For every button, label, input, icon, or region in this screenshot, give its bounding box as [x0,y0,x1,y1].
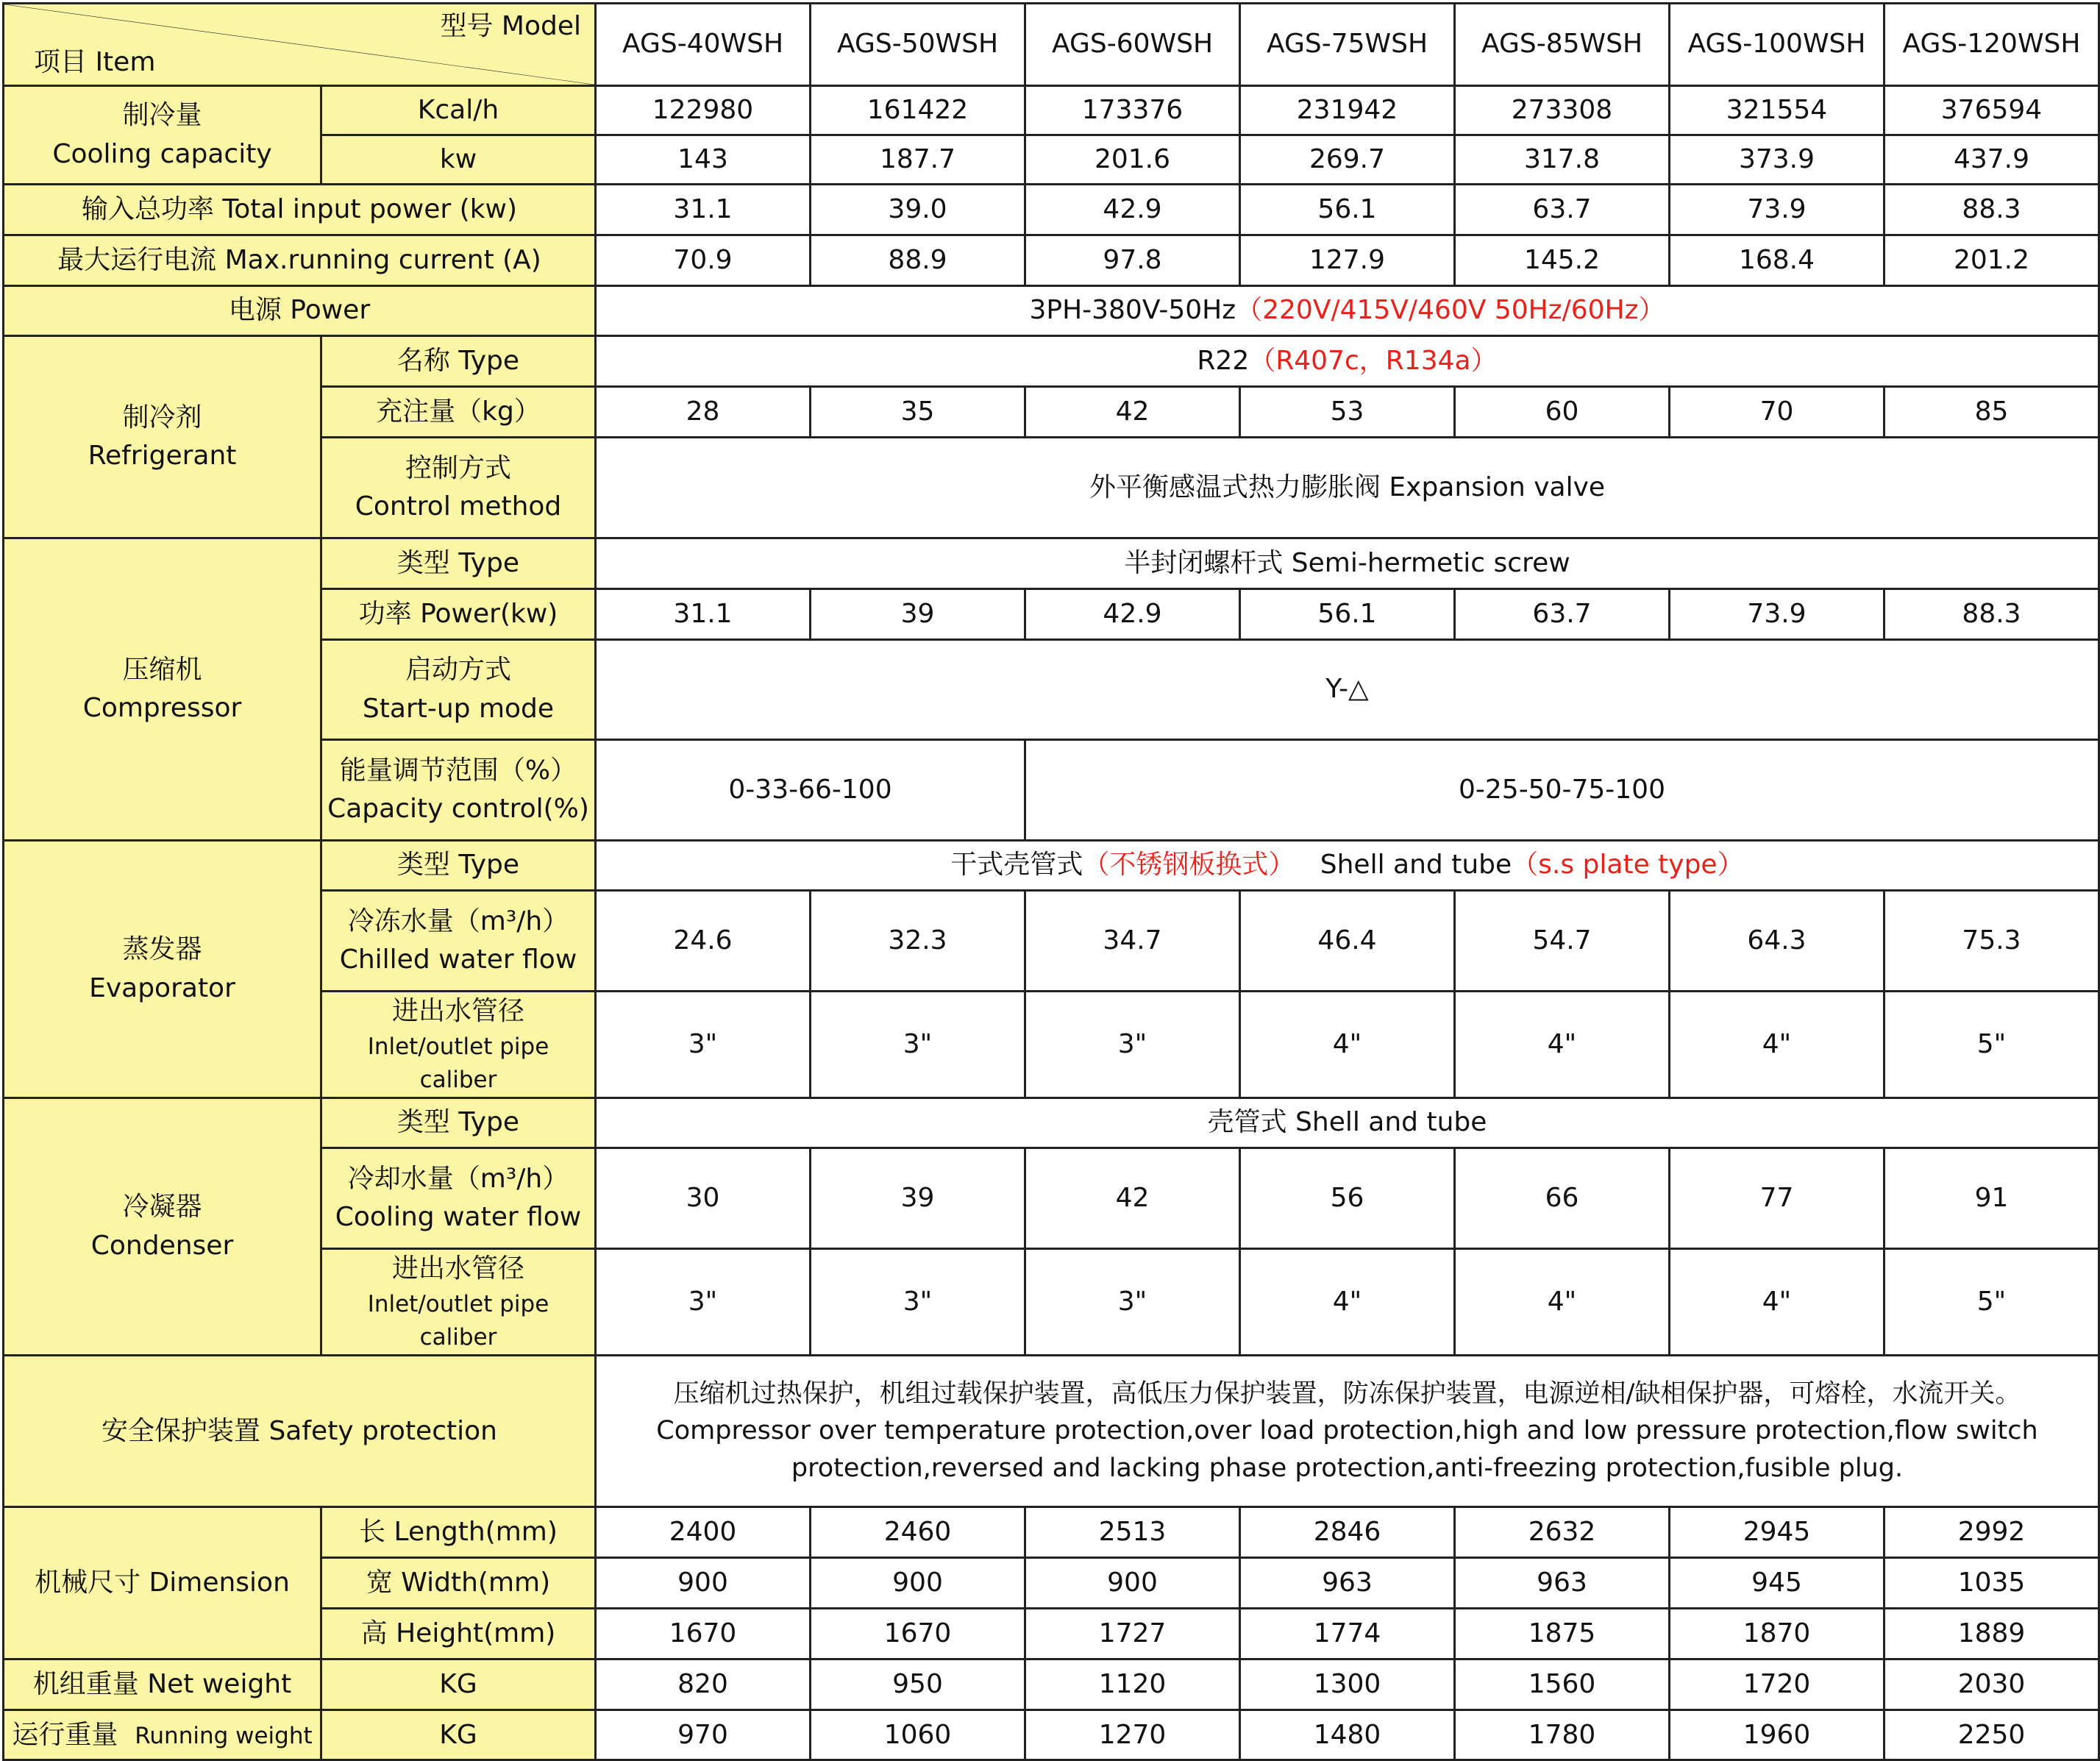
header-row [4,4,2099,86]
cooling-label-cn: 制冷量 [122,100,202,131]
running-weight-label [4,1710,321,1760]
refrigerant-type-label: 名称 Type [321,336,596,387]
cooling-kw-value: 437.9 [1884,135,2099,185]
input-power-label: 输入总功率 Total input power (kw) [4,185,596,235]
startup-mode-label-cn: 启动方式 [405,655,511,686]
refrigerant-label-cn: 制冷剂 [122,402,202,433]
control-method-label-cn: 控制方式 [405,452,511,483]
input-power-value: 31.1 [596,185,811,235]
compressor-power-value: 63.7 [1455,589,1670,640]
condenser-type-row [4,1098,2099,1148]
input-power-value: 56.1 [1240,185,1455,235]
cooling-water-flow-label-cn: 冷却水量（m³/h） [347,1163,569,1194]
width-value: 900 [1025,1558,1240,1609]
capacity-control-value-a: 0-33-66-100 [596,740,1025,841]
power-supply-row [4,286,2099,336]
capacity-control-label [321,740,596,841]
cooling-label-en: Cooling capacity [52,138,272,169]
height-value: 1870 [1670,1609,1884,1659]
evaporator-type-row [4,841,2099,891]
condenser-label [4,1098,321,1356]
chilled-water-flow-label [321,891,596,992]
input-power-value: 42.9 [1025,185,1240,235]
length-value: 2400 [596,1507,811,1558]
cooling-kcal-value: 376594 [1884,86,2099,135]
control-method-label [321,438,596,538]
net-weight-value: 950 [811,1659,1025,1710]
evaporator-pipe-value: 4" [1670,992,1884,1098]
condenser-pipe-label-en: Inlet/outlet pipe caliber [367,1291,549,1351]
compressor-label [4,538,321,841]
header-corner-cell [4,4,596,86]
net-weight-value: 1120 [1025,1659,1240,1710]
running-weight-label-en: Running weight [135,1722,313,1749]
safety-text-en-2: protection,reversed and lacking phase protection,anti-freezing protection,fusible plug. [791,1454,1904,1483]
running-weight-unit: KG [321,1710,596,1760]
compressor-power-value: 73.9 [1670,589,1884,640]
model-header-label: 型号 Model [440,11,581,41]
cooling-kcal-value: 321554 [1670,86,1884,135]
control-method-label-en: Control method [355,491,562,522]
condenser-pipe-label [321,1249,596,1356]
model-name: AGS-60WSH [1025,4,1240,86]
input-power-value: 88.3 [1884,185,2099,235]
cooling-kcal-value: 122980 [596,86,811,135]
condenser-pipe-value: 5" [1884,1249,2099,1356]
cooling-kcal-value: 273308 [1455,86,1670,135]
running-weight-label-cn: 运行重量 [12,1719,118,1750]
length-value: 2460 [811,1507,1025,1558]
model-name: AGS-50WSH [811,4,1025,86]
evaporator-label-cn: 蒸发器 [122,934,202,965]
condenser-pipe-value: 4" [1240,1249,1455,1356]
evaporator-pipe-label [321,992,596,1098]
control-method-value: 外平衡感温式热力膨胀阀 Expansion valve [596,438,2099,538]
running-weight-value: 1270 [1025,1710,1240,1760]
length-value: 2846 [1240,1507,1455,1558]
cooling-water-flow-value: 39 [811,1148,1025,1249]
running-weight-value: 1060 [811,1710,1025,1760]
running-weight-row [4,1710,2099,1760]
width-value: 900 [811,1558,1025,1609]
condenser-type-label: 类型 Type [321,1098,596,1148]
cooling-kw-value: 187.7 [811,135,1025,185]
model-name: AGS-120WSH [1884,4,2099,86]
cooling-kcal-value: 161422 [811,86,1025,135]
refrigerant-type-options: （R407c，R134a） [1249,345,1498,376]
height-value: 1727 [1025,1609,1240,1659]
width-value: 963 [1455,1558,1670,1609]
capacity-control-label-cn: 能量调节范围（%） [339,755,577,786]
spec-table [2,2,2100,1761]
evaporator-type-value [596,841,2099,891]
width-value: 1035 [1884,1558,2099,1609]
compressor-power-value: 39 [811,589,1025,640]
capacity-control-value-b: 0-25-50-75-100 [1025,740,2099,841]
length-value: 2945 [1670,1507,1884,1558]
evaporator-type-cn-alt: （不锈钢板换式） [1083,850,1295,880]
length-value: 2992 [1884,1507,2099,1558]
startup-mode-label-en: Start-up mode [362,693,555,724]
refrigerant-label [4,336,321,538]
max-current-value: 168.4 [1670,235,1884,286]
model-name: AGS-40WSH [596,4,811,86]
evaporator-pipe-value: 3" [596,992,811,1098]
length-label: 长 Length(mm) [321,1507,596,1558]
evaporator-type-label: 类型 Type [321,841,596,891]
kcal-unit-label: Kcal/h [321,86,596,135]
input-power-value: 63.7 [1455,185,1670,235]
cooling-water-flow-value: 77 [1670,1148,1884,1249]
chilled-water-flow-value: 32.3 [811,891,1025,992]
evaporator-type-en-alt: （s.s plate type） [1512,850,1744,880]
refrigerant-type-main: R22 [1197,345,1250,376]
height-value: 1875 [1455,1609,1670,1659]
refrigerant-charge-value: 35 [811,387,1025,438]
refrigerant-type-value [596,336,2099,387]
evaporator-pipe-value: 3" [811,992,1025,1098]
max-current-row [4,235,2099,286]
condenser-pipe-value: 3" [1025,1249,1240,1356]
model-name: AGS-75WSH [1240,4,1455,86]
max-current-value: 201.2 [1884,235,2099,286]
refrigerant-type-row [4,336,2099,387]
evaporator-pipe-value: 5" [1884,992,2099,1098]
chilled-water-flow-value: 75.3 [1884,891,2099,992]
height-value: 1670 [811,1609,1025,1659]
input-power-row [4,185,2099,235]
condenser-label-en: Condenser [90,1230,234,1261]
cooling-kcal-value: 231942 [1240,86,1455,135]
capacity-control-label-en: Capacity control(%) [327,794,589,824]
cooling-kw-value: 373.9 [1670,135,1884,185]
startup-mode-label [321,640,596,740]
cooling-kw-value: 201.6 [1025,135,1240,185]
safety-value [596,1356,2099,1507]
cooling-water-flow-label [321,1148,596,1249]
evaporator-type-cn: 干式壳管式 [950,850,1083,880]
net-weight-value: 1720 [1670,1659,1884,1710]
running-weight-value: 1780 [1455,1710,1670,1760]
max-current-label: 最大运行电流 Max.running current (A) [4,235,596,286]
running-weight-value: 2250 [1884,1710,2099,1760]
evaporator-pipe-value: 4" [1455,992,1670,1098]
refrigerant-charge-value: 53 [1240,387,1455,438]
input-power-value: 39.0 [811,185,1025,235]
compressor-power-label: 功率 Power(kw) [321,589,596,640]
cooling-water-flow-value: 66 [1455,1148,1670,1249]
evaporator-pipe-label-en: Inlet/outlet pipe caliber [367,1034,549,1094]
chilled-water-flow-label-cn: 冷冻水量（m³/h） [347,906,569,936]
evaporator-pipe-value: 4" [1240,992,1455,1098]
safety-text-cn: 压缩机过热保护，机组过载保护装置，高低压力保护装置，防冻保护装置，电源逆相/缺相保护器，可熔栓，水流开关。 [673,1378,2021,1409]
evaporator-label [4,841,321,1098]
safety-text-en-1: Compressor over temperature protection,over load protection,high and low pressure protection,flow switch [656,1416,2038,1446]
net-weight-row [4,1659,2099,1710]
condenser-pipe-value: 3" [596,1249,811,1356]
refrigerant-charge-value: 28 [596,387,811,438]
height-value: 1670 [596,1609,811,1659]
chilled-water-flow-value: 64.3 [1670,891,1884,992]
compressor-type-label: 类型 Type [321,538,596,589]
compressor-label-en: Compressor [82,693,242,723]
refrigerant-charge-value: 70 [1670,387,1884,438]
width-value: 900 [596,1558,811,1609]
cooling-kcal-value: 173376 [1025,86,1240,135]
net-weight-label: 机组重量 Net weight [4,1659,321,1710]
power-supply-main: 3PH-380V-50Hz [1029,295,1236,326]
power-supply-value [596,286,2099,336]
compressor-label-cn: 压缩机 [122,654,202,685]
chilled-water-flow-label-en: Chilled water flow [339,944,577,975]
length-value: 2632 [1455,1507,1670,1558]
chilled-water-flow-value: 46.4 [1240,891,1455,992]
net-weight-value: 2030 [1884,1659,2099,1710]
cooling-capacity-label [4,86,321,185]
evaporator-pipe-value: 3" [1025,992,1240,1098]
compressor-power-value: 42.9 [1025,589,1240,640]
safety-row [4,1356,2099,1507]
evaporator-type-en: Shell and tube [1320,850,1512,880]
max-current-value: 145.2 [1455,235,1670,286]
model-name: AGS-85WSH [1455,4,1670,86]
cooling-water-flow-value: 91 [1884,1148,2099,1249]
compressor-type-row [4,538,2099,589]
cooling-water-flow-value: 56 [1240,1148,1455,1249]
cooling-water-flow-value: 30 [596,1148,811,1249]
length-value: 2513 [1025,1507,1240,1558]
max-current-value: 127.9 [1240,235,1455,286]
compressor-power-value: 88.3 [1884,589,2099,640]
condenser-label-cn: 冷凝器 [122,1192,202,1223]
refrigerant-charge-value: 60 [1455,387,1670,438]
compressor-power-value: 56.1 [1240,589,1455,640]
chilled-water-flow-value: 54.7 [1455,891,1670,992]
net-weight-value: 820 [596,1659,811,1710]
compressor-power-value: 31.1 [596,589,811,640]
running-weight-value: 970 [596,1710,811,1760]
width-value: 945 [1670,1558,1884,1609]
model-name: AGS-100WSH [1670,4,1884,86]
refrigerant-charge-value: 42 [1025,387,1240,438]
height-value: 1889 [1884,1609,2099,1659]
net-weight-value: 1300 [1240,1659,1455,1710]
condenser-pipe-value: 3" [811,1249,1025,1356]
item-header-label: 项目 Item [34,46,156,77]
cooling-water-flow-label-en: Cooling water flow [335,1202,582,1233]
condenser-pipe-label-cn: 进出水管径 [391,1253,524,1284]
dimension-length-row [4,1507,2099,1558]
chilled-water-flow-value: 24.6 [596,891,811,992]
cooling-water-flow-value: 42 [1025,1148,1240,1249]
condenser-pipe-value: 4" [1670,1249,1884,1356]
startup-mode-value: Y-△ [596,640,2099,740]
cooling-kcal-row [4,86,2099,135]
running-weight-value: 1480 [1240,1710,1455,1760]
cooling-kw-value: 269.7 [1240,135,1455,185]
safety-label: 安全保护装置 Safety protection [4,1356,596,1507]
refrigerant-charge-value: 85 [1884,387,2099,438]
width-value: 963 [1240,1558,1455,1609]
kw-unit-label: kw [321,135,596,185]
power-supply-label: 电源 Power [4,286,596,336]
compressor-type-value: 半封闭螺杆式 Semi-hermetic screw [596,538,2099,589]
max-current-value: 88.9 [811,235,1025,286]
cooling-kw-value: 317.8 [1455,135,1670,185]
input-power-value: 73.9 [1670,185,1884,235]
max-current-value: 97.8 [1025,235,1240,286]
condenser-type-value: 壳管式 Shell and tube [596,1098,2099,1148]
net-weight-unit: KG [321,1659,596,1710]
evaporator-pipe-label-cn: 进出水管径 [391,996,524,1026]
height-value: 1774 [1240,1609,1455,1659]
power-supply-options: （220V/415V/460V 50Hz/60Hz） [1236,295,1665,326]
net-weight-value: 1560 [1455,1659,1670,1710]
max-current-value: 70.9 [596,235,811,286]
running-weight-value: 1960 [1670,1710,1884,1760]
height-label: 高 Height(mm) [321,1609,596,1659]
condenser-pipe-value: 4" [1455,1249,1670,1356]
cooling-kw-value: 143 [596,135,811,185]
chilled-water-flow-value: 34.7 [1025,891,1240,992]
refrigerant-charge-label: 充注量（kg） [321,387,596,438]
refrigerant-label-en: Refrigerant [88,441,237,471]
dimension-label: 机械尺寸 Dimension [4,1507,321,1659]
evaporator-label-en: Evaporator [89,972,235,1003]
width-label: 宽 Width(mm) [321,1558,596,1609]
